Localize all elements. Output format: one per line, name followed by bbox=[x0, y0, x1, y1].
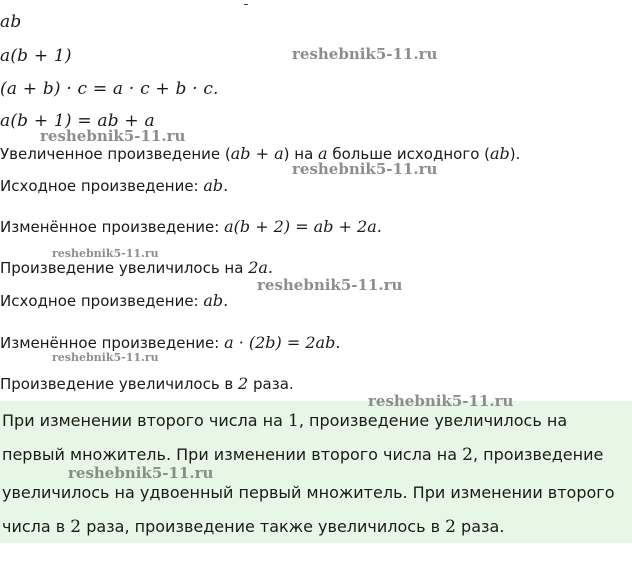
case3-original-label: Исходное произведение: bbox=[0, 292, 204, 310]
expression-ab: ab bbox=[0, 12, 22, 32]
case3-changed bbox=[0, 333, 340, 353]
answer-l1-a: При изменении второго числа на bbox=[2, 411, 289, 430]
case2-changed bbox=[0, 217, 382, 237]
case2-changed-label: Изменённое произведение: bbox=[0, 218, 225, 236]
answer-l2-b: , произведение bbox=[472, 445, 604, 464]
answer-line-3: увеличилось на удвоенный первый множитель. При изменении второго bbox=[2, 483, 615, 502]
case1-result bbox=[0, 144, 520, 164]
case2-original-value: ab. bbox=[203, 176, 229, 195]
expression-a-b-plus-1: a(b + 1) bbox=[0, 46, 72, 66]
case2-original-label: Исходное произведение: bbox=[0, 177, 204, 195]
case3-conclusion-prefix: Произведение увеличилось в bbox=[0, 375, 239, 393]
case1-result-end: ). bbox=[509, 145, 521, 163]
case1-result-expr: ab + a bbox=[230, 144, 284, 163]
case1-result-orig: ab bbox=[490, 144, 510, 163]
watermark-3: reshebnik5-11.ru bbox=[292, 160, 438, 178]
case3-changed-value: a · (2b) = 2ab. bbox=[224, 333, 341, 352]
expansion-step: a(b + 1) = ab + a bbox=[0, 111, 155, 131]
answer-l1-n: 1 bbox=[288, 411, 299, 431]
answer-line-2 bbox=[2, 445, 603, 465]
top-tick-mark bbox=[244, 4, 248, 5]
answer-l1-b: , произведение увеличилось на bbox=[298, 411, 568, 430]
answer-line-1 bbox=[2, 411, 567, 431]
case2-changed-value: a(b + 2) = ab + 2a. bbox=[224, 217, 382, 236]
watermark-2: reshebnik5-11.ru bbox=[40, 127, 186, 145]
case3-original bbox=[0, 291, 228, 311]
case1-result-var: a bbox=[318, 144, 328, 163]
case3-original-value: ab. bbox=[203, 291, 229, 310]
case2-conclusion-prefix: Произведение увеличилось на bbox=[0, 259, 249, 277]
case2-original bbox=[0, 176, 228, 196]
watermark-6: reshebnik5-11.ru bbox=[52, 351, 159, 364]
answer-l2-a: первый множитель. При изменении второго числа на bbox=[2, 445, 463, 464]
watermark-7: reshebnik5-11.ru bbox=[368, 392, 514, 410]
case1-result-prefix: Увеличенное произведение ( bbox=[0, 145, 231, 163]
watermark-5: reshebnik5-11.ru bbox=[257, 276, 403, 294]
case1-result-mid: ) на bbox=[283, 145, 319, 163]
case2-conclusion-value: 2a. bbox=[248, 258, 274, 277]
answer-l4-n2: 2 bbox=[445, 517, 456, 537]
answer-l2-n: 2 bbox=[462, 445, 473, 465]
answer-l4-n: 2 bbox=[70, 517, 82, 537]
distributive-law: (a + b) · c = a · c + b · c. bbox=[0, 79, 219, 99]
case3-conclusion bbox=[0, 374, 294, 394]
watermark-1: reshebnik5-11.ru bbox=[292, 45, 438, 63]
answer-l4-a: числа в bbox=[2, 517, 71, 536]
watermark-8: reshebnik5-11.ru bbox=[68, 464, 214, 482]
answer-l4-c: раза. bbox=[455, 517, 505, 536]
case2-conclusion bbox=[0, 258, 273, 278]
case1-result-mid2: больше исходного ( bbox=[327, 145, 491, 163]
answer-l4-b: раза, произведение также увеличилось в bbox=[81, 517, 446, 536]
answer-line-4 bbox=[2, 517, 504, 537]
watermark-4: reshebnik5-11.ru bbox=[52, 247, 159, 260]
case3-conclusion-value: 2 bbox=[238, 374, 249, 393]
case3-conclusion-suffix: раза. bbox=[248, 375, 294, 393]
case3-changed-label: Изменённое произведение: bbox=[0, 334, 225, 352]
